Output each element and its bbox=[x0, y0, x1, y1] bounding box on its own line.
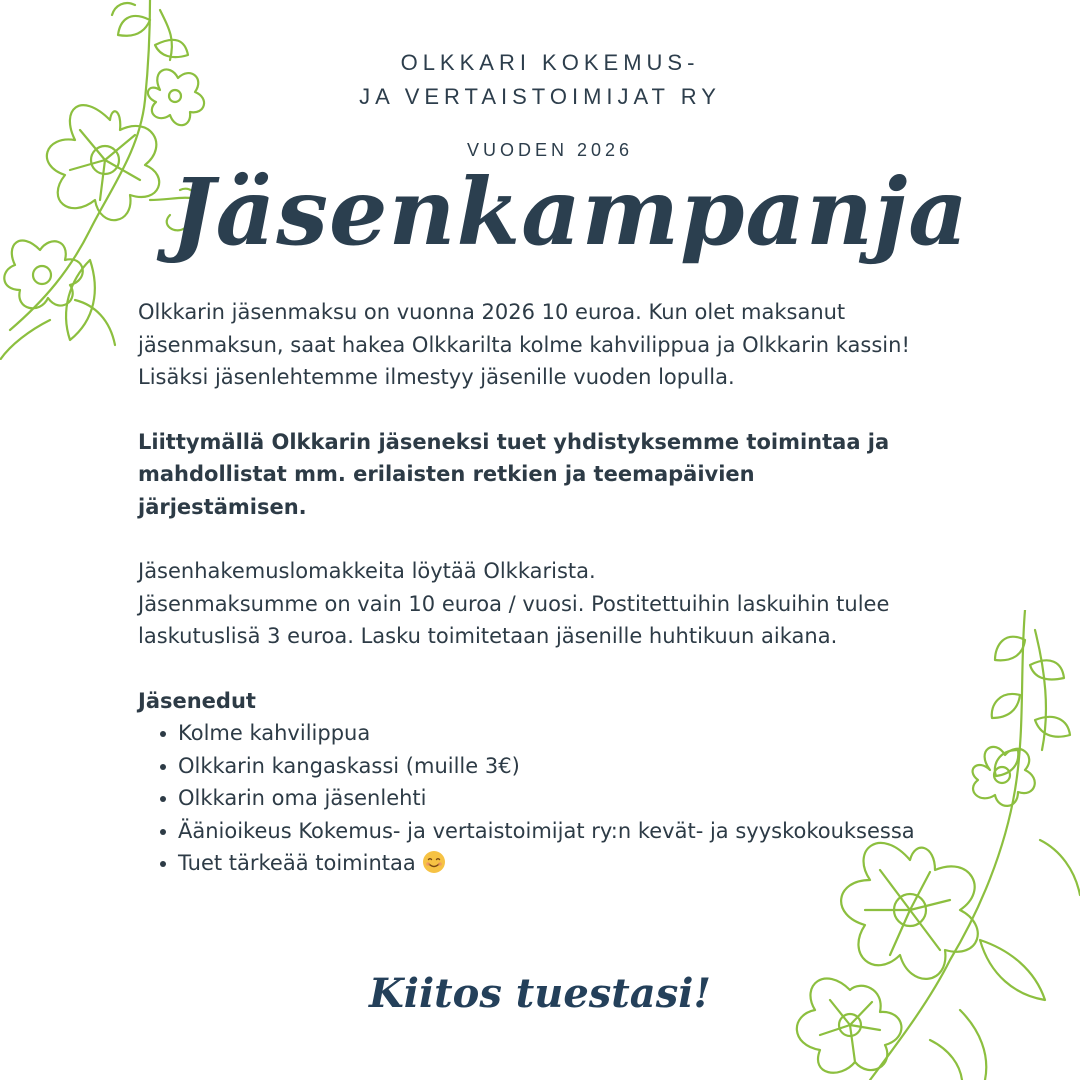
benefit-text: Kolme kahvilippua bbox=[178, 721, 371, 745]
list-item bbox=[158, 717, 928, 750]
benefit-text: Olkkarin kangaskassi (muille 3€) bbox=[178, 753, 520, 778]
list-item bbox=[158, 847, 928, 880]
organization-name-line-2: JA VERTAISTOIMIJAT RY bbox=[359, 84, 721, 109]
smiling-face-icon bbox=[422, 850, 446, 874]
benefits-list bbox=[138, 717, 928, 880]
main-content bbox=[138, 296, 928, 880]
intro-paragraph: Olkkarin jäsenmaksu on vuonna 2026 10 euroa. Kun olet maksanut jäsenmaksun, saat hakea Olkkarilta kolme kahvilippua ja Olkkarin kassin! Lisäksi jäsenlehtemme ilmestyy jäsenille vuoden lopulla. bbox=[138, 300, 910, 389]
list-item bbox=[158, 750, 928, 783]
year-label: VUODEN 2026 bbox=[466, 140, 634, 160]
page-title: Jäsenkampanja bbox=[171, 158, 969, 266]
list-item bbox=[158, 782, 928, 815]
benefit-text: Äänioikeus Kokemus- ja vertaistoimijat ry:n kevät- ja syyskokouksessa bbox=[178, 818, 915, 843]
info-line-1: Jäsenhakemuslomakkeita löytää Olkkarista. bbox=[138, 559, 596, 583]
benefit-text: Tuet tärkeää toimintaa bbox=[178, 851, 416, 875]
info-section bbox=[138, 555, 928, 653]
thank-you-message: Kiitos tuestasi! bbox=[369, 970, 711, 1017]
benefits-heading: Jäsenedut bbox=[138, 688, 256, 713]
bold-statement: Liittymällä Olkkarin jäseneksi tuet yhdistyksemme toimintaa ja mahdollistat mm. erilaisten retkien ja teemapäivien järjestämisen. bbox=[138, 429, 890, 519]
organization-name-line-1: OLKKARI KOKEMUS- bbox=[400, 50, 700, 75]
benefit-text: Olkkarin oma jäsenlehti bbox=[178, 786, 427, 810]
info-line-2: Jäsenmaksumme on vain 10 euroa / vuosi. Postitettuihin laskuihin tulee laskutuslisä 3 euroa. Lasku toimitetaan jäsenille huhtikuun aikana. bbox=[138, 591, 890, 648]
list-item bbox=[158, 815, 928, 848]
